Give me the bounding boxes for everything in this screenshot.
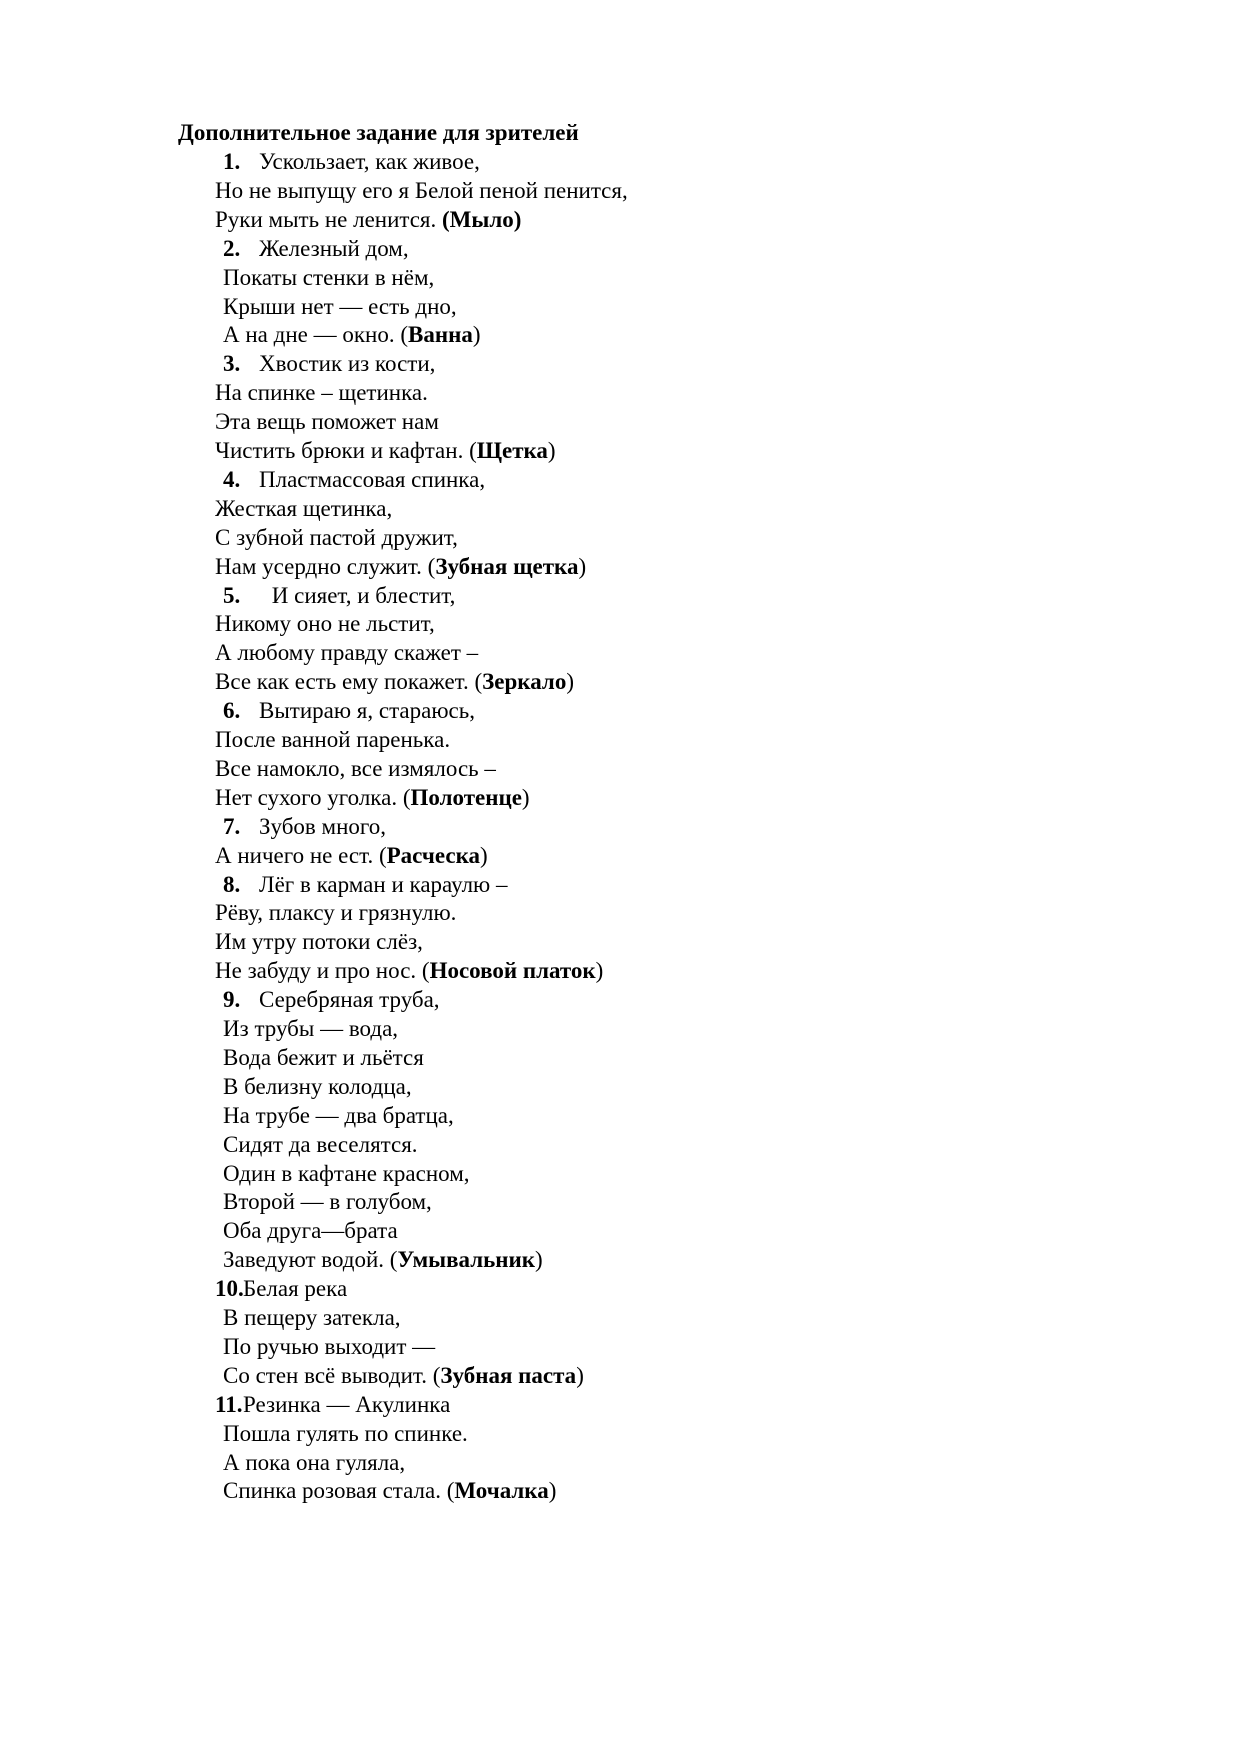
answer-close-paren: ) — [472, 322, 481, 348]
riddle-text: В белизну колодца, — [223, 1073, 412, 1099]
riddle-text: Эта вещь поможет нам — [215, 409, 439, 435]
riddle-line — [223, 1332, 435, 1361]
riddle-line — [223, 1419, 468, 1448]
riddle-line — [215, 523, 458, 552]
riddle-first-line — [223, 465, 485, 494]
riddle-line — [215, 176, 628, 205]
riddle-text: Но не выпущу его я Белой пеной пенится, — [215, 177, 628, 203]
riddle-text: Покаты стенки в нём, — [223, 264, 435, 290]
riddle-text: Вытираю я, стараюсь, — [259, 698, 475, 724]
riddle-text: После ванной паренька. — [215, 727, 451, 752]
riddle-line — [223, 1043, 424, 1072]
riddle-line — [215, 667, 574, 696]
answer-close-paren: ) — [578, 553, 587, 579]
riddle-line — [223, 1159, 470, 1188]
riddle-number: 11. — [215, 1391, 243, 1417]
riddle-text: Чистить брюки и кафтан. ( — [215, 438, 477, 463]
riddle-answer: Носовой платок — [429, 958, 596, 984]
riddle-text: Оба друга—брата — [223, 1218, 398, 1244]
riddle-answer: Ванна — [408, 322, 473, 348]
riddle-line — [215, 638, 478, 667]
riddle-text: Никому оно не льстит, — [215, 611, 435, 637]
riddle-line — [223, 1130, 418, 1159]
riddle-answer: (Мыло) — [442, 206, 522, 232]
riddle-line — [223, 1476, 556, 1505]
answer-close-paren: ) — [535, 1247, 543, 1273]
riddle-line — [215, 205, 521, 234]
riddle-text: Лёг в карман и караулю – — [259, 871, 508, 897]
riddle-text: Второй — в голубом, — [223, 1189, 432, 1215]
riddle-line — [215, 754, 496, 783]
riddle-answer: Полотенце — [410, 784, 522, 810]
riddle-first-line — [223, 985, 440, 1014]
riddle-number: 5. — [223, 582, 241, 608]
riddle-line — [223, 1014, 398, 1043]
riddle-line — [223, 320, 481, 349]
riddle-text: Руки мыть не ленится. — [215, 206, 443, 232]
riddle-text: Рёву, плаксу и грязнулю. — [215, 900, 457, 926]
riddle-text: Пошла гулять по спинке. — [223, 1420, 468, 1446]
riddle-text: Со стен всё выводит. ( — [223, 1362, 441, 1388]
riddle-first-line — [223, 696, 475, 725]
riddle-line — [223, 292, 457, 321]
riddle-text: На спинке – щетинка. — [215, 380, 428, 406]
answer-close-paren: ) — [566, 669, 574, 695]
riddle-text: Спинка розовая стала. ( — [223, 1478, 455, 1504]
riddle-answer: Щетка — [476, 438, 548, 463]
riddle-text: Все как есть ему покажет. ( — [215, 669, 483, 695]
page-title: Дополнительное задание для зрителей — [178, 120, 579, 145]
riddle-line — [223, 1303, 401, 1332]
riddle-answer: Зубная щетка — [435, 553, 579, 579]
riddle-text: Железный дом, — [259, 235, 409, 261]
riddle-text: А пока она гуляла, — [223, 1449, 406, 1475]
riddle-text: Сидят да веселятся. — [223, 1131, 418, 1157]
riddle-line — [215, 841, 488, 870]
riddle-first-line — [223, 234, 409, 263]
riddle-number: 1. — [223, 149, 241, 174]
riddle-first-line — [215, 1390, 450, 1419]
riddle-line — [215, 407, 439, 436]
riddle-text: Ускользает, как живое, — [259, 149, 480, 174]
riddle-line — [215, 552, 586, 581]
riddle-line — [215, 609, 435, 638]
riddle-first-line — [223, 812, 386, 841]
riddle-text: Им утру потоки слёз, — [215, 929, 423, 955]
riddle-text: И сияет, и блестит, — [266, 582, 456, 608]
riddle-line — [215, 436, 556, 465]
riddle-line — [223, 263, 434, 292]
riddle-line — [215, 956, 603, 985]
riddle-line — [223, 1101, 454, 1130]
riddle-line — [223, 1187, 432, 1216]
riddle-line — [215, 494, 392, 523]
riddle-line — [223, 1245, 543, 1274]
answer-close-paren: ) — [548, 1478, 557, 1504]
riddle-first-line — [223, 581, 455, 610]
riddle-text: Хвостик из кости, — [259, 351, 436, 377]
riddle-answer: Расческа — [386, 842, 480, 868]
riddle-number: 6. — [223, 698, 241, 724]
riddle-line — [223, 1448, 405, 1477]
riddle-text: Серебряная труба, — [259, 987, 440, 1013]
riddle-number: 4. — [223, 466, 241, 492]
riddle-text: Вода бежит и льётся — [223, 1044, 424, 1070]
riddle-line — [215, 725, 450, 754]
riddle-line — [215, 927, 423, 956]
riddle-text: По ручью выходит — — [223, 1333, 436, 1359]
riddle-line — [215, 898, 456, 927]
riddle-number: 3. — [223, 351, 241, 377]
riddle-text: Зубов много, — [259, 813, 387, 839]
riddle-number: 7. — [223, 813, 241, 839]
riddle-answer: Зубная паста — [440, 1362, 577, 1388]
riddle-first-line — [223, 349, 435, 378]
riddle-text: Не забуду и про нос. ( — [215, 958, 430, 984]
riddle-text: А на дне — окно. ( — [223, 322, 408, 348]
riddle-text: Белая река — [243, 1276, 348, 1302]
riddle-line — [223, 1216, 398, 1245]
riddle-text: А ничего не ест. ( — [215, 842, 387, 868]
riddle-text: На трубе — два братца, — [223, 1102, 454, 1128]
riddle-answer: Зеркало — [482, 669, 567, 695]
riddle-text: Нам усердно служит. ( — [215, 553, 436, 579]
riddle-first-line — [215, 1274, 347, 1303]
riddle-text: В пещеру затекла, — [223, 1305, 401, 1330]
riddle-answer: Мочалка — [454, 1478, 549, 1504]
riddle-first-line — [223, 147, 480, 176]
riddle-text: Жесткая щетинка, — [215, 495, 393, 521]
answer-close-paren: ) — [576, 1362, 584, 1388]
answer-close-paren: ) — [479, 842, 488, 868]
riddle-line — [223, 1072, 412, 1101]
riddle-text: Крыши нет — есть дно, — [223, 293, 457, 319]
riddle-text: С зубной пастой дружит, — [215, 524, 458, 550]
riddle-text: Заведуют водой. ( — [223, 1247, 398, 1273]
riddle-text: Все намокло, все измялось – — [215, 755, 496, 781]
riddle-text: Один в кафтане красном, — [223, 1160, 470, 1186]
riddle-text: Нет сухого уголка. ( — [215, 784, 411, 810]
riddle-text: Пластмассовая спинка, — [259, 466, 486, 492]
riddle-text: А любому правду скажет – — [215, 640, 479, 666]
riddle-number: 2. — [223, 235, 241, 261]
riddle-number: 8. — [223, 871, 241, 897]
riddle-number: 9. — [223, 987, 241, 1013]
riddle-line — [215, 783, 530, 812]
answer-close-paren: ) — [547, 438, 556, 463]
riddle-text: Из трубы — вода, — [223, 1016, 399, 1041]
riddle-line — [215, 378, 428, 407]
riddle-answer: Умывальник — [397, 1247, 536, 1273]
riddle-first-line — [223, 870, 508, 899]
riddle-number: 10. — [215, 1276, 244, 1302]
riddle-line — [223, 1361, 584, 1390]
riddle-text: Резинка — Акулинка — [243, 1391, 451, 1417]
answer-close-paren: ) — [521, 784, 530, 810]
answer-close-paren: ) — [595, 958, 604, 984]
